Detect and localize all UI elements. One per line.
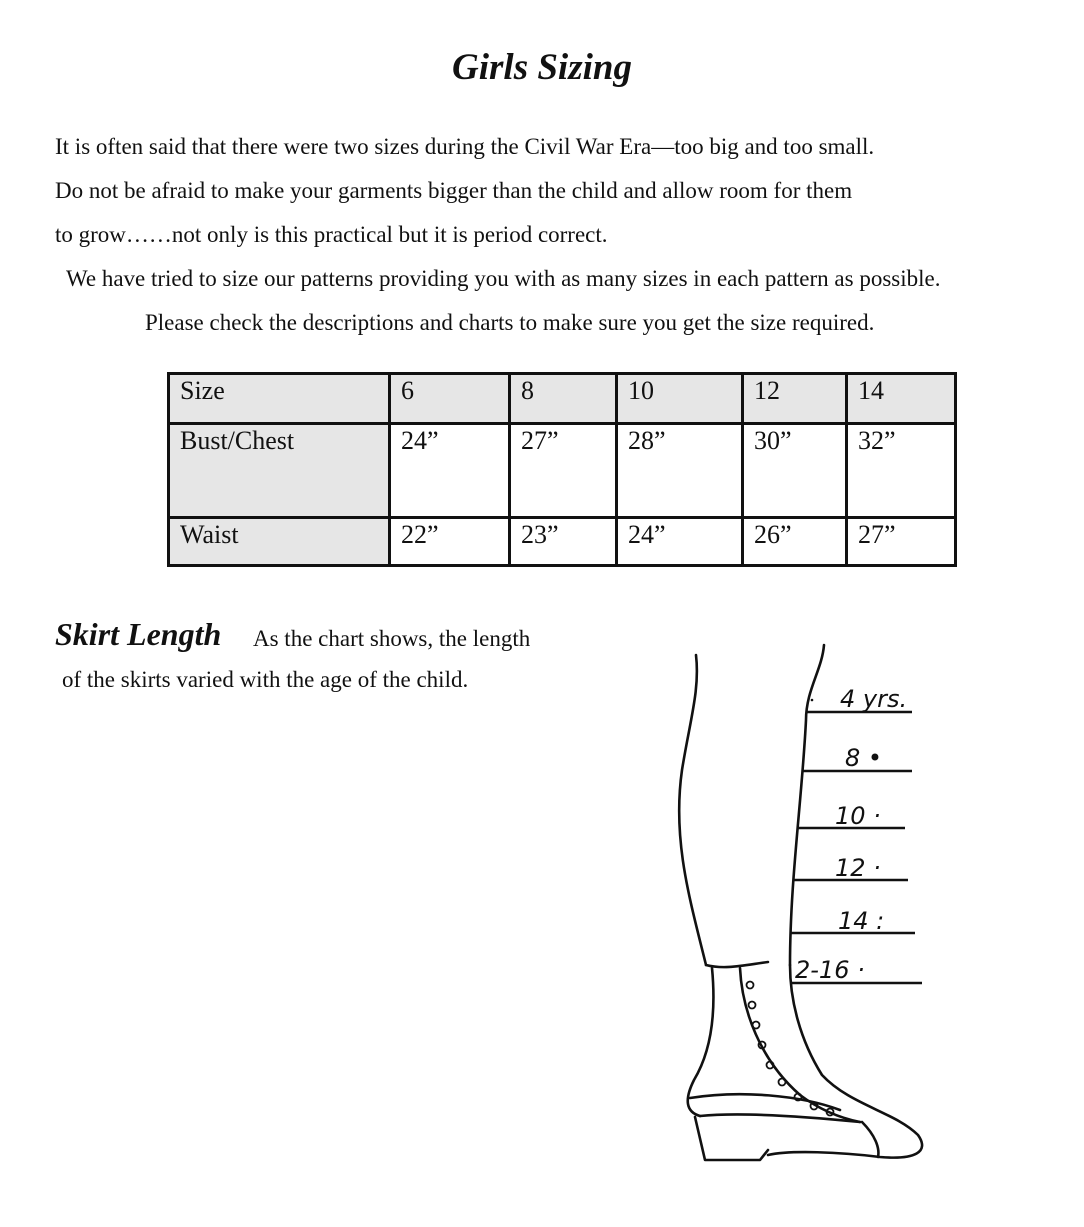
skirt-length-text-2: of the skirts varied with the age of the child. (62, 667, 469, 692)
intro-line-4: We have tried to size our patterns providing you with as many sizes in each pattern as possible. (66, 266, 941, 291)
length-label-8: 8 • (845, 744, 883, 772)
bust-cell: 32” (847, 423, 956, 517)
leg-back-outline (679, 655, 706, 965)
boot-button (749, 1002, 756, 1009)
waist-cell: 23” (510, 518, 617, 566)
waist-cell: 26” (743, 518, 847, 566)
size-cell: 12 (743, 374, 847, 424)
boot-top (706, 962, 768, 967)
length-label-12: 12 · (835, 854, 881, 882)
size-cell: 14 (847, 374, 956, 424)
row-label-waist: Waist (169, 518, 390, 566)
bust-cell: 30” (743, 423, 847, 517)
length-label-14: 14 : (838, 907, 885, 935)
intro-line-5: Please check the descriptions and charts to make sure you get the size required. (145, 310, 875, 335)
boot-back (688, 968, 714, 1116)
size-cell: 8 (510, 374, 617, 424)
bust-cell: 28” (617, 423, 743, 517)
skirt-length-heading: Skirt Length (55, 616, 222, 652)
row-label-size: Size (169, 374, 390, 424)
waist-cell: 22” (390, 518, 510, 566)
intro-line-2: Do not be afraid to make your garments bigger than the child and allow room for them (55, 178, 853, 203)
bust-cell: 27” (510, 423, 617, 517)
length-label-16: 2-16 · (795, 956, 865, 984)
row-label-bust: Bust/Chest (169, 423, 390, 517)
boot-button (747, 982, 754, 989)
intro-line-1: It is often said that there were two sizes during the Civil War Era—too big and too small. (55, 134, 875, 159)
length-label-4yrs: 4 yrs. (840, 685, 908, 713)
waist-cell: 24” (617, 518, 743, 566)
bust-cell: 24” (390, 423, 510, 517)
waist-cell: 27” (847, 518, 956, 566)
boot-button (753, 1022, 760, 1029)
boot-button (779, 1079, 786, 1086)
boot-front (768, 965, 922, 1158)
skirt-length-text-1: As the chart shows, the length (253, 626, 531, 651)
page-title: Girls Sizing (452, 47, 632, 88)
intro-line-3: to grow……not only is this practical but it is period correct. (55, 222, 608, 247)
size-cell: 6 (390, 374, 510, 424)
length-label-10: 10 · (835, 802, 881, 830)
leg-front-outline (790, 645, 824, 965)
size-cell: 10 (617, 374, 743, 424)
